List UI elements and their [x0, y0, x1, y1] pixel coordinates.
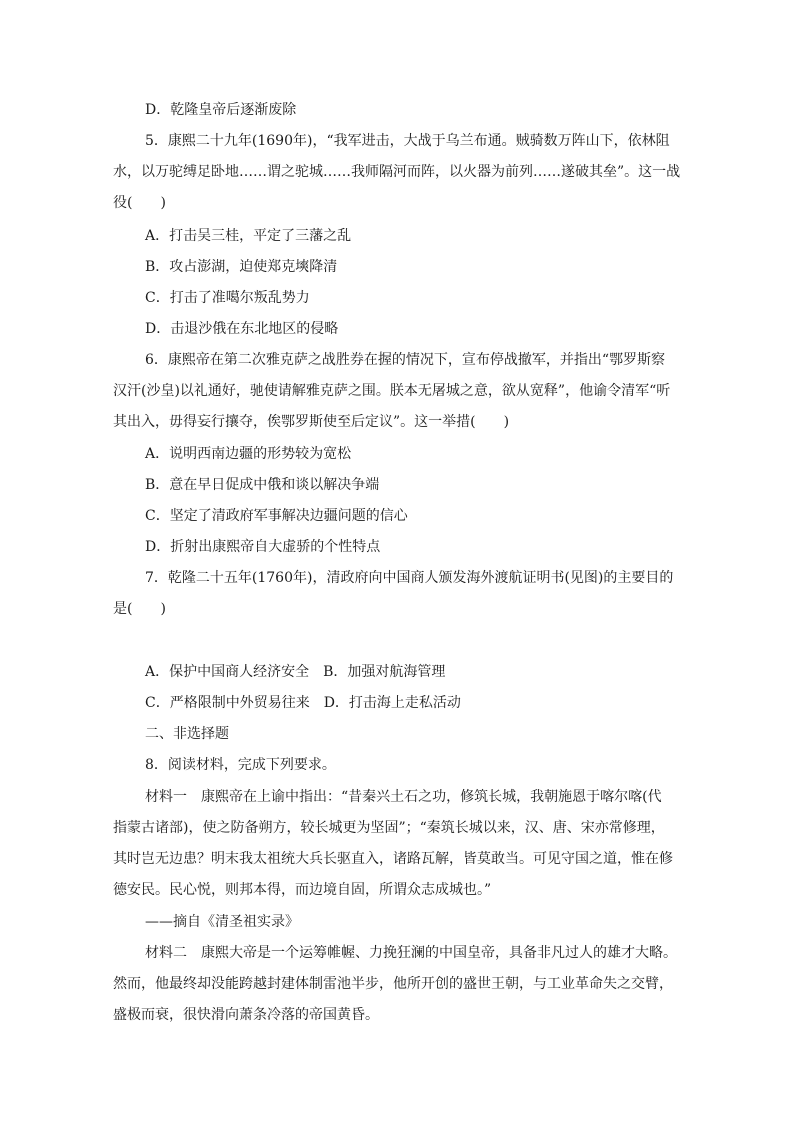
q6-stem-line-1: 6．康熙帝在第二次雅克萨之战胜券在握的情况下，宣布停战撤军，并指出“鄂罗斯察 [145, 352, 666, 368]
q8-prompt: 8．阅读材料，完成下列要求。 [145, 757, 336, 773]
q7-options-row-2: C．严格限制中外贸易往来 D．打击海上走私活动 [145, 695, 461, 711]
q6-option-d: D．折射出康熙帝自大虚骄的个性特点 [145, 539, 381, 555]
q5-option-c: C．打击了准噶尔叛乱势力 [145, 290, 310, 306]
q5-stem-line-2: 水，以万驼缚足卧地……谓之驼城……我师隔河而阵，以火器为前列……遂破其垒”。这一战 [113, 164, 681, 180]
material-1-line-4: 德安民。民心悦，则邦本得，而边境自固，所谓众志成城也。” [113, 882, 492, 898]
material-1-line-2: 指蒙古诸部)，使之防备朔方，较长城更为坚固”；“秦筑长城以来，汉、唐、宋亦常修理， [113, 820, 665, 836]
material-1-line-3: 其时岂无边患？明末我太祖统大兵长驱直入，诸路瓦解，皆莫敢当。可见守国之道，惟在修 [113, 851, 673, 867]
q6-stem-line-3: 其出入，毋得妄行攘夺，俟鄂罗斯使至后定议”。这一举措( ) [113, 414, 510, 430]
q5-stem-line-3: 役( ) [113, 195, 166, 211]
q6-option-a: A．说明西南边疆的形势较为宽松 [145, 446, 352, 462]
section-heading: 二、非选择题 [145, 726, 229, 742]
material-2-line-2: 然而，他最终却没能跨越封建体制雷池半步，他所开创的盛世王朝，与工业革命失之交臂， [113, 976, 673, 992]
q6-option-c: C．坚定了清政府军事解决边疆问题的信心 [145, 508, 408, 524]
q5-option-d: D．击退沙俄在东北地区的侵略 [145, 321, 339, 337]
material-2-line-1: 材料二 康熙大帝是一个运筹帷幄、力挽狂澜的中国皇帝，具备非凡过人的雄才大略。 [145, 945, 677, 961]
material-1-source: ——摘自《清圣祖实录》 [145, 914, 299, 930]
material-1-line-1: 材料一 康熙帝在上谕中指出：“昔秦兴土石之功，修筑长城，我朝施恩于喀尔喀(代 [145, 789, 662, 805]
q5-option-a: A．打击吴三桂，平定了三藩之乱 [145, 228, 352, 244]
q4-option-d: D．乾隆皇帝后逐渐废除 [145, 102, 297, 118]
q6-stem-line-2: 汉汗(沙皇)以礼通好，驰使请解雅克萨之围。朕本无屠城之意，欲从宽释”，他谕令清军“听 [113, 383, 671, 399]
q7-stem-line-2: 是( ) [113, 601, 166, 617]
q5-option-b: B．攻占澎湖，迫使郑克塽降清 [145, 259, 338, 275]
q7-stem-line-1: 7．乾隆二十五年(1760年)，清政府向中国商人颁发海外渡航证明书(见图)的主要目的 [145, 570, 674, 586]
q7-options-row-1: A．保护中国商人经济安全 B．加强对航海管理 [145, 664, 446, 680]
material-2-line-3: 盛极而衰，很快滑向萧条冷落的帝国黄昏。 [113, 1007, 379, 1023]
q6-option-b: B．意在早日促成中俄和谈以解决争端 [145, 477, 380, 493]
q5-stem-line-1: 5．康熙二十九年(1690年)，“我军进击，大战于乌兰布通。贼骑数万阵山下，依林阻 [145, 133, 670, 149]
